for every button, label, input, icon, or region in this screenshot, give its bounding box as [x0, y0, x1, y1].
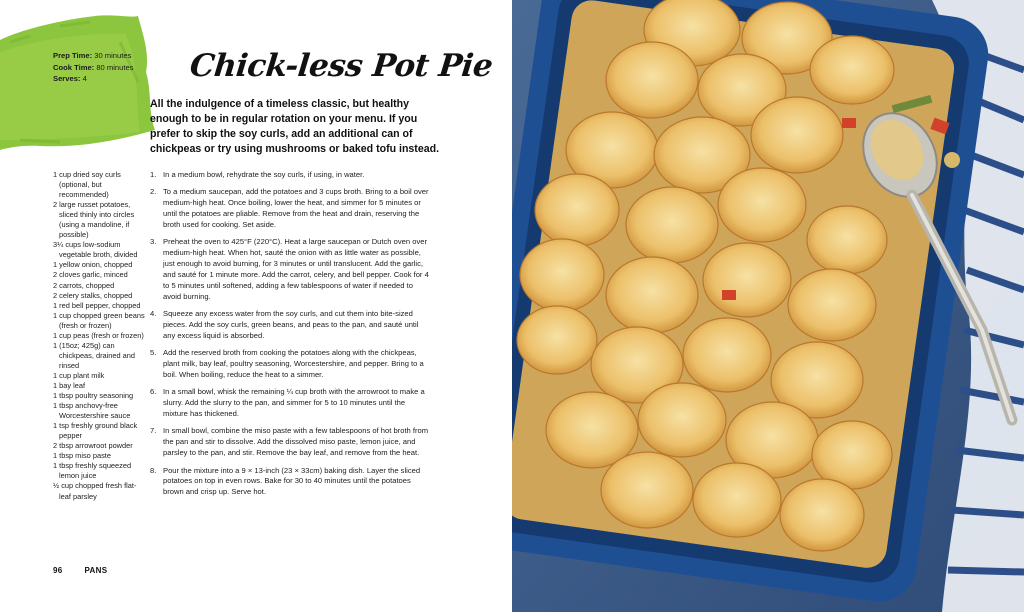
ingredient-item: 1 cup peas (fresh or frozen) — [53, 330, 144, 340]
prep-time: Prep Time: 30 minutes — [53, 51, 132, 60]
recipe-title: Chick-less Pot Pie — [188, 48, 495, 84]
page-number: 96 — [53, 566, 63, 575]
ingredient-item: 1 tbsp anchovy-free Worcestershire sauce — [53, 401, 131, 421]
ingredient-item: 2 large russet potatoes, sliced thinly into circles (using a mandoline, if possible) — [53, 200, 135, 240]
step-number: 5. — [150, 348, 157, 358]
serves: Serves: 4 — [53, 74, 87, 83]
ingredient-item: 2 cloves garlic, minced — [53, 270, 128, 280]
step-number: 2. — [150, 187, 157, 197]
ingredient-item: 1 (15oz; 425g) can chickpeas, drained and rinsed — [53, 340, 136, 370]
step-text: In a medium bowl, rehydrate the soy curls, if using, in water. — [163, 170, 365, 179]
ingredient-item: 1 cup plant milk — [53, 370, 105, 380]
step-text: In a small bowl, whisk the remaining ¼ cup broth with the arrowroot to make a slurry. Add the slurry to the pan, and simmer for 5 to 10 minutes until the mixture has thickened. — [163, 387, 425, 418]
ingredient-list — [53, 170, 145, 502]
ingredient-item: 1 cup dried soy curls (optional, but recommended) — [53, 170, 121, 200]
step-item — [150, 387, 432, 420]
step-number: 1. — [150, 170, 157, 179]
step-text: To a medium saucepan, add the potatoes and 3 cups broth. Bring to a boil over medium-high heat. Once boiling, lower the heat, and simmer for 5 minutes or until the potatoes are pliable. Remove from the heat and drain, reserving the broth used for cooking. Set aside. — [163, 187, 429, 229]
ingredient-item: 1 cup chopped green beans (fresh or frozen) — [53, 310, 145, 330]
recipe-intro: All the indulgence of a timeless classic, but healthy enough to be in regular rotation on your menu. If you prefer to skip the soy curls, add an additional can of chickpeas or try using mushrooms or baked tofu instead. — [150, 98, 440, 155]
ingredient-item: 1 yellow onion, chopped — [53, 260, 133, 270]
food-photo — [512, 0, 1024, 612]
ingredient-item: 1 red bell pepper, chopped — [53, 300, 141, 310]
ingredient-item: 2 carrots, chopped — [53, 280, 115, 290]
cook-time: Cook Time: 80 minutes — [53, 62, 134, 72]
ingredient-item: 1 tbsp freshly squeezed lemon juice — [53, 461, 132, 481]
page-footer — [53, 566, 107, 575]
ingredient-item: 1 tsp freshly ground black pepper — [53, 421, 138, 441]
step-number: 3. — [150, 237, 157, 247]
step-number: 4. — [150, 309, 157, 319]
step-item — [150, 348, 432, 381]
step-item — [150, 466, 432, 499]
section-name: PANS — [84, 566, 108, 575]
step-number: 7. — [150, 426, 157, 436]
step-item — [150, 187, 432, 230]
ingredient-item: 1 tbsp poultry seasoning — [53, 391, 134, 401]
step-number: 8. — [150, 465, 157, 475]
ingredient-item: 1 tbsp miso paste — [53, 451, 111, 461]
step-item — [150, 237, 432, 302]
step-text: Preheat the oven to 425°F (220°C). Heat a large saucepan or Dutch oven over medium-high heat. When hot, sauté the onion with as little water as possible, just enough to avoid burning, for 3 minutes or until translucent. Add the garlic, and sauté for 1 minute more. Add the carrot, celery, and bell pepper. Cook for 4 to 5 minutes until softened, adding a few tablespoons of water if needed to avoid burning. — [163, 237, 429, 301]
step-item — [150, 309, 432, 342]
step-item — [150, 170, 432, 181]
step-item — [150, 426, 432, 459]
step-text: Add the reserved broth from cooking the potatoes along with the chickpeas, plant milk, bay leaf, poultry seasoning, Worcestershire, and pepper. Bring to a boil. When boiling, reduce the heat to a simmer. — [163, 348, 424, 379]
method-steps — [150, 170, 432, 505]
ingredient-item: 2 celery stalks, chopped — [53, 290, 133, 300]
pot-pie-photo-illustration — [512, 0, 1024, 612]
step-text: Squeeze any excess water from the soy curls, and cut them into bite-sized pieces. Add the soy curls, green beans, and peas to the pan, and sauté until any excess liquid is absorbed. — [163, 309, 419, 340]
ingredient-item: 3¼ cups low-sodium vegetable broth, divided — [53, 240, 138, 260]
step-text: In small bowl, combine the miso paste with a few tablespoons of hot broth from the pan and stir to dissolve. Add the dissolved miso paste, lemon juice, and parsley to the pan, and stir. Remove the bay leaf, and remove from the heat. — [163, 426, 429, 458]
ingredient-item: ½ cup chopped fresh flat-leaf parsley — [53, 481, 137, 501]
ingredient-item: 2 tbsp arrowroot powder — [53, 441, 133, 451]
ingredient-item: 1 bay leaf — [53, 380, 86, 390]
step-number: 6. — [150, 387, 157, 397]
recipe-meta — [53, 50, 133, 85]
step-text: Pour the mixture into a 9 × 13-inch (23 × 33cm) baking dish. Layer the sliced potatoes on top in even rows. Bake for 30 to 40 minutes until the potatoes brown and crisp up. Serve hot. — [163, 465, 421, 497]
